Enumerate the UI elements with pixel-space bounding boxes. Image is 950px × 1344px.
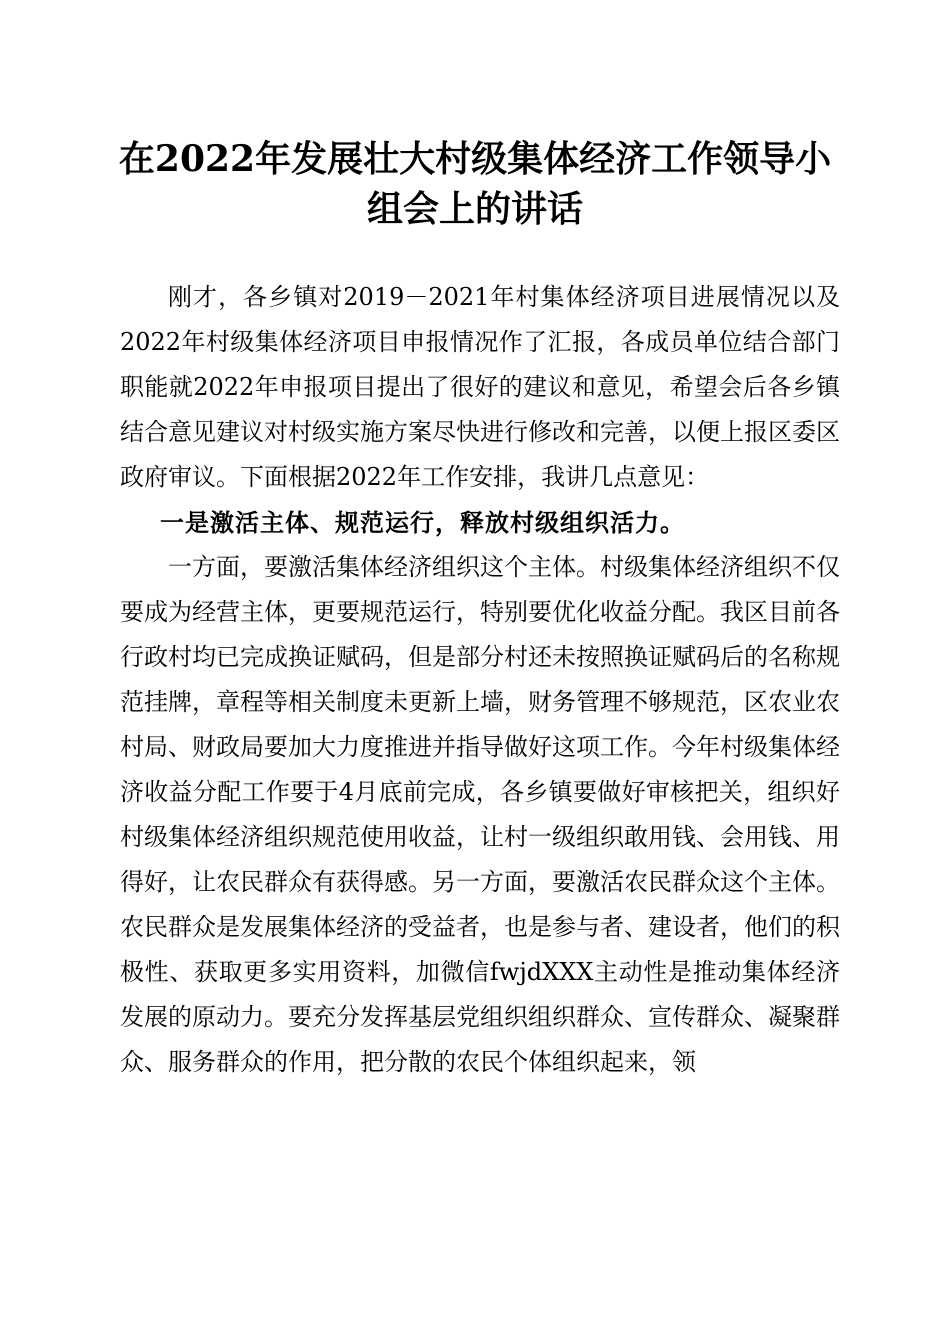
paragraph-section-1: 一方面，要激活集体经济组织这个主体。村级集体经济组织不仅要成为经营主体，更要规范运行，特别要优化收益分配。我区目前各行政村均已完成换证赋码，但是部分村还未按照换证赋码后的名称规范挂牌，章程等相关制度未更新上墙，财务管理不够规范，区农业农村局、财政局要加大力度推进并指导做好这项工作。今年村级集体经济收益分配工作要于4月底前完成，各乡镇要做好审核把关，组织好村级集体经济组织规范使用收益，让村一级组织敢用钱、会用钱、用得好，让农民群众有获得感。另一方面，要激活农民群众这个主体。农民群众是发展集体经济的受益者，也是参与者、建设者，他们的积极性、获取更多实用资料，加微信fwjdXXX主动性是推动集体经济发展的原动力。要充分发挥基层党组织组织群众、宣传群众、凝聚群众、服务群众的作用，把分散的农民个体组织起来，领 (120, 553, 840, 1076)
section-heading-1: 一是激活主体、规范运行，释放村级组织活力。 (160, 508, 685, 537)
title-line-1: 在2022年发展壮大村级集体经济工作领导小 (118, 138, 832, 180)
title-line-2: 组会上的讲话 (366, 188, 583, 230)
document-title (100, 134, 850, 234)
paragraph-intro: 刚才，各乡镇对2019－2021年村集体经济项目进展情况以及2022年村级集体经济项目申报情况作了汇报，各成员单位结合部门职能就2022年申报项目提出了很好的建议和意见，希望会后各乡镇结合意见建议对村级实施方案尽快进行修改和完善，以便上报区委区政府审议。下面根据2022年工作安排，我讲几点意见： (120, 283, 840, 491)
document-body (120, 275, 840, 1085)
